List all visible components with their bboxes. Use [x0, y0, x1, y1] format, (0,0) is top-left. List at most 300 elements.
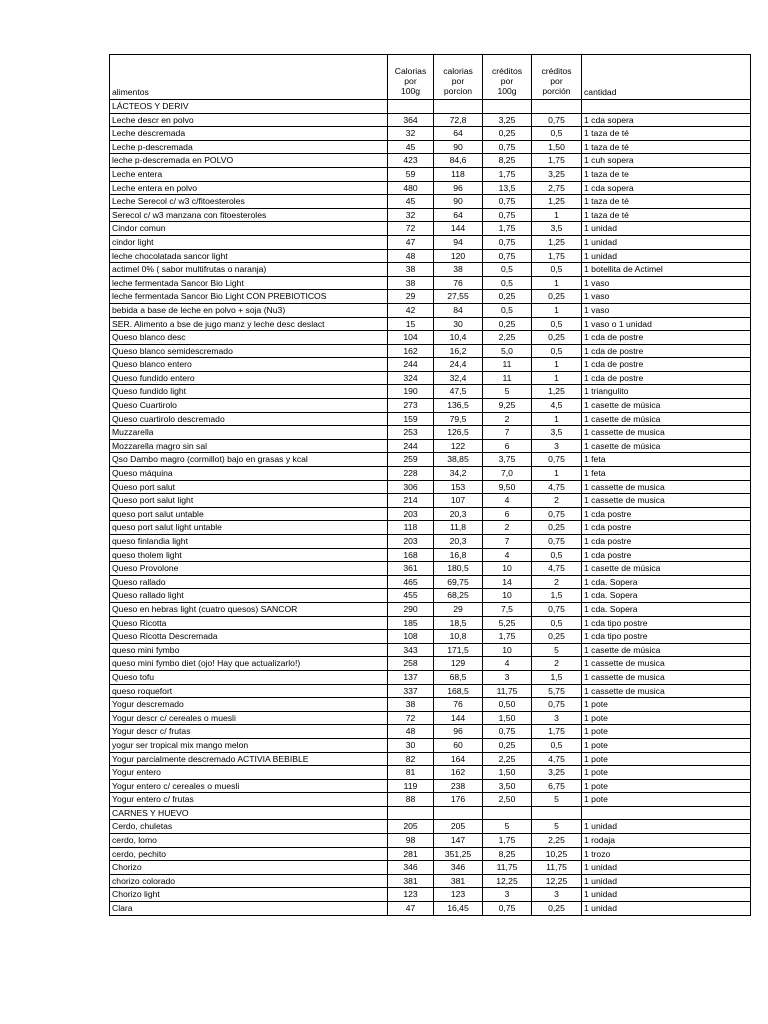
credits-portion-cell: 1: [532, 467, 582, 481]
table-row: [110, 657, 751, 671]
credits-portion-cell: 10,25: [532, 847, 582, 861]
credits-100g-cell: 0,25: [483, 738, 532, 752]
credits-100g-cell: 7: [483, 426, 532, 440]
table-row: [110, 249, 751, 263]
food-name-cell: bebida a base de leche en polvo + soja (Nu3): [110, 303, 388, 317]
calories-100g-cell: 108: [388, 630, 434, 644]
calories-100g-cell: 346: [388, 861, 434, 875]
table-row: [110, 263, 751, 277]
credits-100g-cell: 9,25: [483, 399, 532, 413]
food-name-cell: SER. Alimento a bse de jugo manz y leche desc deslact: [110, 317, 388, 331]
calories-100g-cell: 15: [388, 317, 434, 331]
credits-portion-cell: 0,25: [532, 630, 582, 644]
empty-cell: [388, 100, 434, 114]
credits-portion-cell: 0,75: [532, 535, 582, 549]
credits-100g-cell: 0,50: [483, 698, 532, 712]
food-name-cell: queso mini fymbo: [110, 643, 388, 657]
credits-portion-cell: 2: [532, 575, 582, 589]
amount-cell: 1 cda sopera: [582, 181, 751, 195]
calories-portion-cell: 126,5: [434, 426, 483, 440]
calories-100g-cell: 190: [388, 385, 434, 399]
amount-cell: 1 casette de música: [582, 399, 751, 413]
calories-100g-cell: 203: [388, 507, 434, 521]
amount-cell: 1 casette de música: [582, 439, 751, 453]
table-row: [110, 684, 751, 698]
calories-100g-cell: 168: [388, 548, 434, 562]
calories-100g-cell: 38: [388, 263, 434, 277]
amount-cell: 1 cda postre: [582, 548, 751, 562]
calories-100g-cell: 480: [388, 181, 434, 195]
credits-100g-cell: 5,25: [483, 616, 532, 630]
credits-portion-cell: 5: [532, 820, 582, 834]
food-name-cell: Queso blanco desc: [110, 331, 388, 345]
credits-100g-cell: 11: [483, 358, 532, 372]
calories-100g-cell: 228: [388, 467, 434, 481]
amount-cell: 1 vaso o 1 unidad: [582, 317, 751, 331]
amount-cell: 1 casette de música: [582, 643, 751, 657]
credits-portion-cell: 12,25: [532, 874, 582, 888]
calories-100g-cell: 364: [388, 113, 434, 127]
amount-cell: 1 unidad: [582, 888, 751, 902]
credits-100g-cell: 5,0: [483, 344, 532, 358]
calories-portion-cell: 16,45: [434, 902, 483, 916]
amount-cell: 1 vaso: [582, 303, 751, 317]
calories-100g-cell: 104: [388, 331, 434, 345]
credits-portion-cell: 4,75: [532, 562, 582, 576]
table-row: [110, 507, 751, 521]
nutrition-table: [109, 54, 751, 916]
food-name-cell: yogur ser tropical mix mango melon: [110, 738, 388, 752]
table-row: [110, 235, 751, 249]
credits-100g-cell: 4: [483, 657, 532, 671]
table-row: [110, 834, 751, 848]
amount-cell: 1 unidad: [582, 902, 751, 916]
food-name-cell: Chorizo: [110, 861, 388, 875]
food-name-cell: queso tholem light: [110, 548, 388, 562]
credits-100g-cell: 1,50: [483, 766, 532, 780]
credits-portion-cell: 6,75: [532, 779, 582, 793]
header-calories-portion: calorias por porcion: [434, 55, 483, 100]
calories-100g-cell: 81: [388, 766, 434, 780]
calories-100g-cell: 465: [388, 575, 434, 589]
empty-cell: [434, 100, 483, 114]
table-row: [110, 154, 751, 168]
amount-cell: 1 unidad: [582, 861, 751, 875]
amount-cell: 1 cuh sopera: [582, 154, 751, 168]
calories-100g-cell: 162: [388, 344, 434, 358]
food-name-cell: Yogur descr c/ frutas: [110, 725, 388, 739]
credits-portion-cell: 1: [532, 412, 582, 426]
food-name-cell: Queso Ricotta: [110, 616, 388, 630]
food-name-cell: queso mini fymbo diet (ojo! Hay que actualizarlo!): [110, 657, 388, 671]
calories-portion-cell: 351,25: [434, 847, 483, 861]
calories-100g-cell: 324: [388, 371, 434, 385]
food-name-cell: Muzzarella: [110, 426, 388, 440]
credits-100g-cell: 0,25: [483, 127, 532, 141]
food-name-cell: Yogur parcialmente descremado ACTIVIA BEBIBLE: [110, 752, 388, 766]
food-name-cell: Mozzarella magro sin sal: [110, 439, 388, 453]
credits-100g-cell: 0,75: [483, 902, 532, 916]
credits-100g-cell: 2,25: [483, 752, 532, 766]
header-amount: cantidad: [582, 55, 751, 100]
amount-cell: 1 pote: [582, 725, 751, 739]
calories-100g-cell: 72: [388, 222, 434, 236]
calories-100g-cell: 88: [388, 793, 434, 807]
food-name-cell: Yogur descr c/ cereales o muesli: [110, 711, 388, 725]
credits-100g-cell: 0,5: [483, 303, 532, 317]
table-row: [110, 303, 751, 317]
food-name-cell: Qso Dambo magro (cormillot) bajo en grasas y kcal: [110, 453, 388, 467]
calories-100g-cell: 45: [388, 140, 434, 154]
credits-100g-cell: 1,75: [483, 834, 532, 848]
calories-100g-cell: 123: [388, 888, 434, 902]
credits-portion-cell: 2,75: [532, 181, 582, 195]
amount-cell: 1 cda postre: [582, 507, 751, 521]
food-name-cell: Leche entera en polvo: [110, 181, 388, 195]
amount-cell: 1 cda. Sopera: [582, 575, 751, 589]
credits-portion-cell: 5: [532, 793, 582, 807]
calories-portion-cell: 38: [434, 263, 483, 277]
amount-cell: 1 taza de te: [582, 167, 751, 181]
calories-portion-cell: 68,25: [434, 589, 483, 603]
food-name-cell: Leche entera: [110, 167, 388, 181]
food-name-cell: Clara: [110, 902, 388, 916]
calories-portion-cell: 346: [434, 861, 483, 875]
credits-100g-cell: 9,50: [483, 480, 532, 494]
header-credits-100g: créditos por 100g: [483, 55, 532, 100]
table-row: [110, 195, 751, 209]
calories-portion-cell: 76: [434, 276, 483, 290]
table-row: [110, 290, 751, 304]
credits-100g-cell: 4: [483, 548, 532, 562]
food-name-cell: Queso blanco semidescremado: [110, 344, 388, 358]
credits-portion-cell: 3,25: [532, 766, 582, 780]
credits-100g-cell: 3: [483, 888, 532, 902]
credits-100g-cell: 6: [483, 439, 532, 453]
calories-portion-cell: 30: [434, 317, 483, 331]
amount-cell: 1 cda tipo postre: [582, 630, 751, 644]
amount-cell: 1 casette de música: [582, 412, 751, 426]
table-row: [110, 521, 751, 535]
credits-portion-cell: 3,5: [532, 222, 582, 236]
calories-100g-cell: 361: [388, 562, 434, 576]
amount-cell: 1 cassette de musica: [582, 494, 751, 508]
credits-portion-cell: 0,25: [532, 290, 582, 304]
credits-100g-cell: 2,25: [483, 331, 532, 345]
credits-100g-cell: 6: [483, 507, 532, 521]
table-row: [110, 113, 751, 127]
credits-portion-cell: 2: [532, 494, 582, 508]
calories-100g-cell: 244: [388, 439, 434, 453]
calories-portion-cell: 94: [434, 235, 483, 249]
empty-cell: [532, 806, 582, 820]
amount-cell: 1 cda de postre: [582, 344, 751, 358]
amount-cell: 1 feta: [582, 467, 751, 481]
food-name-cell: Yogur descremado: [110, 698, 388, 712]
table-row: [110, 575, 751, 589]
credits-100g-cell: 11,75: [483, 861, 532, 875]
credits-portion-cell: 1,75: [532, 154, 582, 168]
calories-100g-cell: 259: [388, 453, 434, 467]
amount-cell: 1 unidad: [582, 249, 751, 263]
amount-cell: 1 trozo: [582, 847, 751, 861]
calories-portion-cell: 153: [434, 480, 483, 494]
amount-cell: 1 pote: [582, 711, 751, 725]
amount-cell: 1 cda de postre: [582, 358, 751, 372]
credits-portion-cell: 0,25: [532, 902, 582, 916]
credits-portion-cell: 11,75: [532, 861, 582, 875]
credits-100g-cell: 0,75: [483, 249, 532, 263]
table-row: [110, 140, 751, 154]
amount-cell: 1 taza de té: [582, 140, 751, 154]
credits-100g-cell: 3,75: [483, 453, 532, 467]
amount-cell: 1 pote: [582, 698, 751, 712]
credits-portion-cell: 1: [532, 371, 582, 385]
credits-100g-cell: 5: [483, 385, 532, 399]
amount-cell: 1 pote: [582, 766, 751, 780]
amount-cell: 1 cassette de musica: [582, 670, 751, 684]
calories-100g-cell: 337: [388, 684, 434, 698]
credits-100g-cell: 14: [483, 575, 532, 589]
credits-100g-cell: 3: [483, 670, 532, 684]
header-row: [110, 55, 751, 100]
calories-portion-cell: 27,55: [434, 290, 483, 304]
calories-100g-cell: 59: [388, 167, 434, 181]
table-row: [110, 276, 751, 290]
food-name-cell: Chorizo light: [110, 888, 388, 902]
food-name-cell: Queso Cuartirolo: [110, 399, 388, 413]
calories-100g-cell: 47: [388, 235, 434, 249]
calories-100g-cell: 306: [388, 480, 434, 494]
table-row: [110, 439, 751, 453]
calories-100g-cell: 203: [388, 535, 434, 549]
table-row: [110, 494, 751, 508]
credits-100g-cell: 7: [483, 535, 532, 549]
credits-portion-cell: 0,5: [532, 127, 582, 141]
table-row: [110, 208, 751, 222]
calories-portion-cell: 96: [434, 181, 483, 195]
table-row: [110, 861, 751, 875]
credits-portion-cell: 0,75: [532, 698, 582, 712]
food-name-cell: Queso tofu: [110, 670, 388, 684]
food-name-cell: Yogur entero: [110, 766, 388, 780]
calories-portion-cell: 24,4: [434, 358, 483, 372]
amount-cell: 1 pote: [582, 779, 751, 793]
empty-cell: [434, 806, 483, 820]
calories-100g-cell: 48: [388, 249, 434, 263]
food-name-cell: Queso blanco entero: [110, 358, 388, 372]
calories-100g-cell: 159: [388, 412, 434, 426]
credits-100g-cell: 2,50: [483, 793, 532, 807]
calories-portion-cell: 34,2: [434, 467, 483, 481]
calories-portion-cell: 11,8: [434, 521, 483, 535]
amount-cell: 1 taza de té: [582, 127, 751, 141]
food-name-cell: Cerdo, chuletas: [110, 820, 388, 834]
amount-cell: 1 cassette de musica: [582, 426, 751, 440]
calories-portion-cell: 238: [434, 779, 483, 793]
food-name-cell: Queso rallado: [110, 575, 388, 589]
credits-100g-cell: 1,50: [483, 711, 532, 725]
credits-portion-cell: 0,75: [532, 453, 582, 467]
food-name-cell: Queso port salut: [110, 480, 388, 494]
credits-portion-cell: 1,25: [532, 385, 582, 399]
table-row: [110, 847, 751, 861]
table-row: [110, 589, 751, 603]
empty-cell: [483, 100, 532, 114]
calories-portion-cell: 76: [434, 698, 483, 712]
table-row: [110, 127, 751, 141]
calories-100g-cell: 205: [388, 820, 434, 834]
table-row: [110, 738, 751, 752]
credits-portion-cell: 2: [532, 657, 582, 671]
empty-cell: [582, 806, 751, 820]
credits-portion-cell: 3,25: [532, 167, 582, 181]
calories-portion-cell: 144: [434, 711, 483, 725]
table-row: [110, 711, 751, 725]
credits-100g-cell: 7,5: [483, 602, 532, 616]
table-row: [110, 766, 751, 780]
credits-portion-cell: 0,5: [532, 738, 582, 752]
amount-cell: 1 cda de postre: [582, 331, 751, 345]
table-row: [110, 643, 751, 657]
calories-100g-cell: 423: [388, 154, 434, 168]
food-name-cell: cerdo, lomo: [110, 834, 388, 848]
credits-portion-cell: 3: [532, 711, 582, 725]
credits-portion-cell: 1,5: [532, 589, 582, 603]
calories-portion-cell: 84,6: [434, 154, 483, 168]
calories-100g-cell: 72: [388, 711, 434, 725]
credits-100g-cell: 11: [483, 371, 532, 385]
credits-100g-cell: 0,75: [483, 725, 532, 739]
calories-portion-cell: 60: [434, 738, 483, 752]
credits-100g-cell: 10: [483, 562, 532, 576]
table-row: [110, 779, 751, 793]
credits-portion-cell: 1: [532, 276, 582, 290]
table-row: [110, 222, 751, 236]
calories-100g-cell: 42: [388, 303, 434, 317]
amount-cell: 1 taza de té: [582, 195, 751, 209]
credits-portion-cell: 0,5: [532, 548, 582, 562]
amount-cell: 1 cda postre: [582, 521, 751, 535]
calories-100g-cell: 32: [388, 208, 434, 222]
food-name-cell: Leche descr en polvo: [110, 113, 388, 127]
credits-portion-cell: 0,5: [532, 344, 582, 358]
amount-cell: 1 cda de postre: [582, 371, 751, 385]
food-name-cell: leche fermentada Sancor Bio Light: [110, 276, 388, 290]
calories-100g-cell: 214: [388, 494, 434, 508]
amount-cell: 1 cda sopera: [582, 113, 751, 127]
table-row: [110, 752, 751, 766]
calories-portion-cell: 79,5: [434, 412, 483, 426]
amount-cell: 1 vaso: [582, 276, 751, 290]
header-food: alimentos: [110, 55, 388, 100]
calories-100g-cell: 30: [388, 738, 434, 752]
calories-portion-cell: 180,5: [434, 562, 483, 576]
calories-portion-cell: 136,5: [434, 399, 483, 413]
calories-100g-cell: 455: [388, 589, 434, 603]
credits-100g-cell: 3,25: [483, 113, 532, 127]
table-row: [110, 426, 751, 440]
table-row: [110, 412, 751, 426]
credits-100g-cell: 7,0: [483, 467, 532, 481]
food-name-cell: Queso fundido light: [110, 385, 388, 399]
section-title: LÁCTEOS Y DERIV: [110, 100, 388, 114]
credits-portion-cell: 4,75: [532, 752, 582, 766]
credits-100g-cell: 10: [483, 643, 532, 657]
calories-portion-cell: 118: [434, 167, 483, 181]
calories-100g-cell: 258: [388, 657, 434, 671]
credits-portion-cell: 5,75: [532, 684, 582, 698]
amount-cell: 1 casette de música: [582, 562, 751, 576]
calories-portion-cell: 381: [434, 874, 483, 888]
header-credits-portion: créditos por porción: [532, 55, 582, 100]
amount-cell: 1 pote: [582, 738, 751, 752]
calories-portion-cell: 20,3: [434, 535, 483, 549]
table-row: [110, 331, 751, 345]
table-row: [110, 602, 751, 616]
calories-100g-cell: 118: [388, 521, 434, 535]
calories-100g-cell: 290: [388, 602, 434, 616]
calories-100g-cell: 273: [388, 399, 434, 413]
credits-100g-cell: 1,75: [483, 222, 532, 236]
calories-portion-cell: 205: [434, 820, 483, 834]
calories-portion-cell: 29: [434, 602, 483, 616]
credits-100g-cell: 0,75: [483, 140, 532, 154]
table-row: [110, 820, 751, 834]
food-name-cell: Queso Ricotta Descremada: [110, 630, 388, 644]
credits-100g-cell: 0,75: [483, 208, 532, 222]
calories-100g-cell: 244: [388, 358, 434, 372]
table-row: [110, 698, 751, 712]
credits-portion-cell: 1,75: [532, 725, 582, 739]
table-row: [110, 874, 751, 888]
empty-cell: [388, 806, 434, 820]
food-name-cell: Serecol c/ w3 manzana con fitoesteroles: [110, 208, 388, 222]
credits-portion-cell: 1,50: [532, 140, 582, 154]
credits-portion-cell: 2,25: [532, 834, 582, 848]
calories-100g-cell: 38: [388, 276, 434, 290]
amount-cell: 1 cda. Sopera: [582, 589, 751, 603]
calories-portion-cell: 47,5: [434, 385, 483, 399]
calories-portion-cell: 18,5: [434, 616, 483, 630]
credits-100g-cell: 1,75: [483, 167, 532, 181]
food-name-cell: queso port salut untable: [110, 507, 388, 521]
food-name-cell: Queso máquina: [110, 467, 388, 481]
calories-portion-cell: 10,8: [434, 630, 483, 644]
food-name-cell: Leche Serecol c/ w3 c/fitoesteroles: [110, 195, 388, 209]
calories-100g-cell: 381: [388, 874, 434, 888]
calories-100g-cell: 253: [388, 426, 434, 440]
calories-100g-cell: 98: [388, 834, 434, 848]
table-row: [110, 480, 751, 494]
food-name-cell: leche chocolatada sancor light: [110, 249, 388, 263]
calories-portion-cell: 16,8: [434, 548, 483, 562]
credits-100g-cell: 13,5: [483, 181, 532, 195]
amount-cell: 1 unidad: [582, 235, 751, 249]
credits-100g-cell: 2: [483, 521, 532, 535]
calories-portion-cell: 69,75: [434, 575, 483, 589]
calories-portion-cell: 96: [434, 725, 483, 739]
calories-100g-cell: 38: [388, 698, 434, 712]
amount-cell: 1 vaso: [582, 290, 751, 304]
table-row: [110, 358, 751, 372]
credits-portion-cell: 0,75: [532, 602, 582, 616]
credits-100g-cell: 0,75: [483, 195, 532, 209]
credits-portion-cell: 1,25: [532, 195, 582, 209]
calories-100g-cell: 45: [388, 195, 434, 209]
table-row: [110, 317, 751, 331]
table-row: [110, 344, 751, 358]
